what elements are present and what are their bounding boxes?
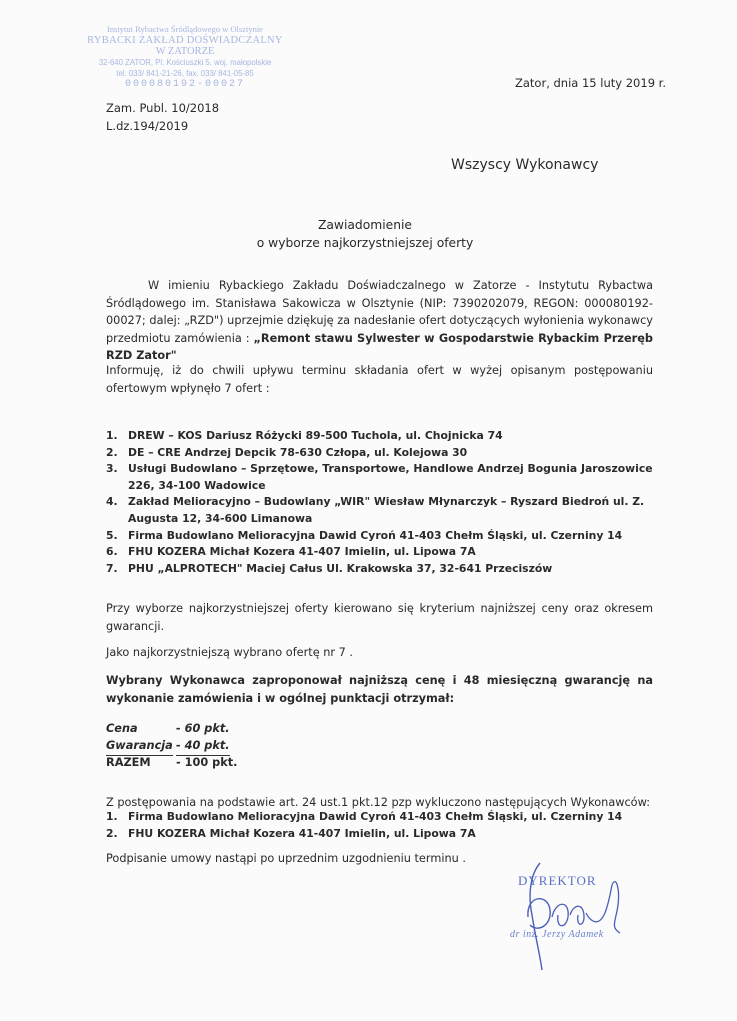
item-number: 2. [106,826,118,840]
list-item [106,461,666,494]
score-row [106,755,256,772]
score-label: RAZEM [106,755,151,769]
stamp-line: tel. 033/ 841-21-26, fax. 033/ 841-05-85 [116,69,254,78]
info-paragraph: Informuję, iż do chwili upływu terminu składania ofert w wyżej opisanym postępowaniu ofertowym wpłynęło 7 ofert : [106,364,653,395]
stamp-line: 000080192-00027 [124,79,245,90]
list-item [106,494,666,527]
score-label: Cena [106,722,138,735]
list-item [106,809,622,826]
signature-title: DYREKTOR [518,873,597,888]
stamp-line: Instytut Rybactwa Śródlądowego w Olsztynie [107,24,263,34]
score-value: - 40 pkt. [176,738,230,756]
exclusion-intro: Z postępowania na podstawie art. 24 ust.1 pkt.12 pzp wykluczono następujących Wykonawców: [106,796,651,809]
document-title [200,216,530,252]
score-table [106,721,256,771]
item-number: 1. [106,429,118,442]
item-text: Firma Budowlano Melioracyjna Dawid Cyroń 41-403 Chełm Śląski, ul. Czerniny 14 [128,810,623,823]
contract-subject: „Remont stawu Sylwester w Gospodarstwie Rybackim Przeręb RZD Zator" [106,331,653,362]
item-text: Firma Budowlano Melioracyjna Dawid Cyroń 41-403 Chełm Śląski, ul. Czerniny 14 [128,528,623,542]
item-number: 7. [106,561,118,575]
score-row [106,721,256,738]
list-item [106,445,666,462]
handwritten-signature-icon [500,855,640,975]
stamp-line: W ZATORZE [155,46,215,57]
item-number: 2. [106,445,118,459]
item-number: 3. [106,462,118,476]
item-number: 5. [106,528,118,542]
stamp-line: RYBACKI ZAKŁAD DOŚWIADCZALNY [87,35,283,46]
item-text: Usługi Budowlano – Sprzętowe, Transportowe, Handlowe Andrzej Bogunia Jaroszowice 226, 34-100 Wadowice [128,462,653,492]
list-item [106,428,666,445]
excluded-list [106,809,622,843]
order-reference: Zam. Publ. 10/2018 [106,101,220,115]
score-label: Gwarancja [106,738,173,756]
item-text: FHU KOZERA Michał Kozera 41-407 Imielin, ul. Lipowa 7A [128,826,476,840]
item-text: Zakład Melioracyjno – Budowlany „WIR" Wiesław Młynarczyk – Ryszard Biedroń ul. Z. Augusta 12, 34-600 Limanowa [128,495,645,525]
intro-text: W imieniu Rybackiego Zakładu Doświadczalnego w Zatorze - Instytutu Rybactwa Śródlądowego im. Stanisława Sakowicza w Olsztynie (NIP: 7390202079, REGON: 000080192-00027; dalej: „RZD") uprzejmie dziękuję za nadesłanie ofert dotyczących wyłonienia wykonawcy przedmiotu zamówienia : [106,279,653,345]
score-row [106,738,256,755]
chosen-offer: Jako najkorzystniejszą wybrano ofertę nr 7 . [106,646,354,659]
signature-block [500,855,640,975]
signing-note: Podpisanie umowy nastąpi po uprzednim uzgodnieniu terminu . [106,852,466,865]
list-item [106,561,666,578]
item-text: FHU KOZERA Michał Kozera 41-407 Imielin, ul. Lipowa 7A [128,545,476,559]
title-line: Zawiadomienie [317,218,413,232]
official-stamp [80,24,290,90]
item-text: DREW – KOS Dariusz Różycki 89-500 Tuchola, ul. Chojnicka 74 [128,429,503,442]
item-number: 6. [106,545,118,559]
stamp-line: 32-640 ZATOR, Pl. Kościuszki 5, woj. małopolskie [98,58,272,67]
letter-number: L.dz.194/2019 [106,119,189,133]
score-value: - 60 pkt. [176,722,230,735]
reference-block [106,99,219,135]
place-date: Zator, dnia 15 luty 2019 r. [515,76,666,90]
item-text: DE – CRE Andrzej Depcik 78-630 Człopa, ul. Kolejowa 30 [128,445,468,459]
winner-statement: Wybrany Wykonawca zaproponował najniższą cenę i 48 miesięczną gwarancję na wykonanie zamówienia i w ogólnej punktacji otrzymał: [106,674,653,705]
title-line: o wyborze najkorzystniejszej oferty [256,236,474,250]
score-value: - 100 pkt. [176,755,238,769]
criteria-paragraph: Przy wyborze najkorzystniejszej oferty kierowano się kryterium najniższej ceny oraz okresem gwarancji. [106,602,653,633]
list-item [106,826,622,843]
item-number: 1. [106,810,118,823]
offers-list [106,428,666,577]
signatory-name: dr inż. Jerzy Adamek [510,929,604,940]
list-item [106,528,666,545]
item-number: 4. [106,495,118,509]
item-text: PHU „ALPROTECH" Maciej Całus Ul. Krakowska 37, 32-641 Przeciszów [128,561,553,575]
addressee: Wszyscy Wykonawcy [451,157,599,173]
list-item [106,544,666,561]
intro-paragraph [106,277,653,365]
